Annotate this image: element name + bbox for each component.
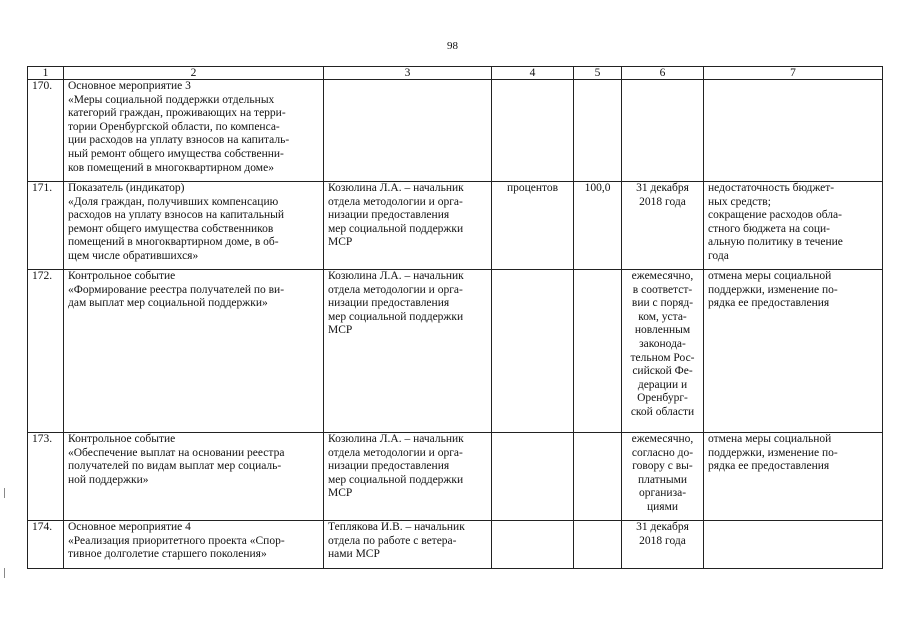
plan-table (27, 66, 883, 569)
risk-description (704, 521, 883, 569)
cell-line: Контрольное событие (68, 433, 176, 445)
responsible-person (324, 433, 492, 521)
target-value (574, 80, 622, 182)
deadline (622, 521, 704, 569)
column-header: 4 (492, 67, 574, 80)
cell-line: низации предоставления (328, 297, 450, 310)
row-number: 173. (28, 433, 64, 521)
responsible-person (324, 270, 492, 433)
header-row (28, 67, 883, 80)
cell-line: Теплякова И.В. – начальник (328, 521, 465, 533)
cell-line: сокращение расходов обла- (708, 209, 842, 222)
row-number: 170. (28, 80, 64, 182)
cell-line: «Меры социальной поддержки отдельных (68, 93, 275, 106)
cell-line: Козюлина Л.А. – начальник (328, 270, 464, 282)
row-number: 172. (28, 270, 64, 433)
cell-line: рядка ее предоставления (708, 460, 830, 473)
cell-line: низации предоставления (328, 209, 450, 222)
cell-line: получателей по видам выплат мер социаль- (68, 460, 282, 473)
column-header: 5 (574, 67, 622, 80)
deadline (622, 182, 704, 270)
cell-line: помещений в многоквартирном доме, в об- (68, 236, 279, 249)
unit-of-measure (492, 270, 574, 433)
cell-line: нами МСР (328, 548, 380, 561)
cell-line: низации предоставления (328, 460, 450, 473)
cell-line: МСР (328, 324, 353, 337)
cell-line: отдела методологии и орга- (328, 446, 463, 459)
cell-line: циями (646, 500, 679, 513)
cell-line: новленным (634, 324, 691, 337)
cell-line: мер социальной поддержки (328, 222, 464, 235)
cell-line: альную политику в течение (708, 236, 843, 249)
cell-line: поддержки, изменение по- (708, 283, 838, 296)
cell-line: ный ремонт общего имущества собственни- (68, 147, 284, 160)
cell-line: в соответст- (632, 283, 693, 296)
column-header: 1 (28, 67, 64, 80)
cell-line: ежемесячно, (631, 270, 694, 282)
cell-line: ской области (630, 405, 695, 418)
cell-line: ной поддержки» (68, 473, 149, 486)
cell-line: мер социальной поддержки (328, 473, 464, 486)
cell-line: недостаточность бюджет- (708, 182, 835, 194)
cell-line: говору с вы- (632, 460, 693, 473)
table-row (28, 270, 883, 433)
cell-line: щем числе обратившихся» (68, 249, 199, 262)
cell-line: категорий граждан, проживающих на терри- (68, 107, 286, 120)
cell-line: «Доля граждан, получивших компенсацию (68, 195, 279, 208)
cell-line: расходов на уплату взносов на капитальный (68, 209, 285, 222)
cell-line: 31 декабря (636, 182, 689, 194)
cell-line: стного бюджета на соци- (708, 222, 830, 235)
event-description (64, 433, 324, 521)
risk-description (704, 433, 883, 521)
cell-line: года (708, 249, 729, 262)
cell-line: платными (637, 473, 688, 486)
cell-line: отдела методологии и орга- (328, 283, 463, 296)
target-value (574, 521, 622, 569)
column-header: 2 (64, 67, 324, 80)
risk-description (704, 80, 883, 182)
target-value: 100,0 (574, 182, 622, 270)
scan-edge-mark (4, 568, 5, 578)
unit-of-measure (492, 433, 574, 521)
row-number: 174. (28, 521, 64, 569)
column-header: 6 (622, 67, 704, 80)
row-number: 171. (28, 182, 64, 270)
unit-of-measure (492, 80, 574, 182)
cell-line: сийской Фе- (632, 365, 693, 378)
column-header: 3 (324, 67, 492, 80)
table-row (28, 182, 883, 270)
cell-line: 31 декабря (636, 521, 689, 533)
table-row (28, 433, 883, 521)
cell-line: рядка ее предоставления (708, 297, 830, 310)
cell-line: вии с поряд- (631, 297, 694, 310)
cell-line: ком, уста- (638, 310, 687, 323)
target-value (574, 270, 622, 433)
cell-line: мер социальной поддержки (328, 310, 464, 323)
cell-line: «Обеспечение выплат на основании реестра (68, 446, 285, 459)
risk-description (704, 182, 883, 270)
cell-line: тории Оренбургской области, по компенса- (68, 120, 280, 133)
table-row (28, 80, 883, 182)
cell-line: организа- (638, 487, 687, 500)
scan-edge-mark (4, 488, 5, 498)
cell-line: ных средств; (708, 195, 771, 208)
cell-line: Оренбург- (637, 392, 688, 405)
cell-line: Контрольное событие (68, 270, 176, 282)
cell-line: отдела по работе с ветера- (328, 534, 457, 547)
cell-line: «Формирование реестра получателей по ви- (68, 283, 285, 296)
cell-line: согласно до- (631, 446, 694, 459)
cell-line: ции расходов на уплату взносов на капиталь- (68, 134, 290, 147)
cell-line: МСР (328, 236, 353, 249)
event-description (64, 521, 324, 569)
cell-line: ков помещений в многоквартирном доме» (68, 161, 274, 174)
responsible-person (324, 521, 492, 569)
table-row (28, 521, 883, 569)
target-value (574, 433, 622, 521)
cell-line: 2018 года (639, 534, 686, 547)
cell-line: Основное мероприятие 4 (68, 521, 191, 533)
cell-line: отмена меры социальной (708, 433, 832, 445)
cell-line: Козюлина Л.А. – начальник (328, 433, 464, 445)
page-number: 98 (447, 40, 458, 52)
responsible-person (324, 182, 492, 270)
cell-line: тивное долголетие старшего поколения» (68, 548, 267, 561)
unit-of-measure (492, 521, 574, 569)
cell-line: тельном Рос- (630, 351, 695, 364)
cell-line: отмена меры социальной (708, 270, 832, 282)
cell-line: ремонт общего имущества собственников (68, 222, 274, 235)
cell-line: МСР (328, 487, 353, 500)
cell-line: поддержки, изменение по- (708, 446, 838, 459)
column-header: 7 (704, 67, 883, 80)
cell-line: ежемесячно, (631, 433, 694, 445)
cell-line: Основное мероприятие 3 (68, 80, 191, 92)
event-description (64, 80, 324, 182)
deadline (622, 270, 704, 433)
cell-line: отдела методологии и орга- (328, 195, 463, 208)
event-description (64, 182, 324, 270)
cell-line: законода- (639, 337, 686, 350)
cell-line: «Реализация приоритетного проекта «Спор- (68, 534, 285, 547)
responsible-person (324, 80, 492, 182)
deadline (622, 80, 704, 182)
unit-of-measure: процентов (492, 182, 574, 270)
risk-description (704, 270, 883, 433)
cell-line: Козюлина Л.А. – начальник (328, 182, 464, 194)
event-description (64, 270, 324, 433)
cell-line: Показатель (индикатор) (68, 182, 185, 194)
cell-line: дам выплат мер социальной поддержки» (68, 297, 268, 310)
cell-line: 2018 года (639, 195, 686, 208)
deadline (622, 433, 704, 521)
cell-line: дерации и (637, 378, 688, 391)
